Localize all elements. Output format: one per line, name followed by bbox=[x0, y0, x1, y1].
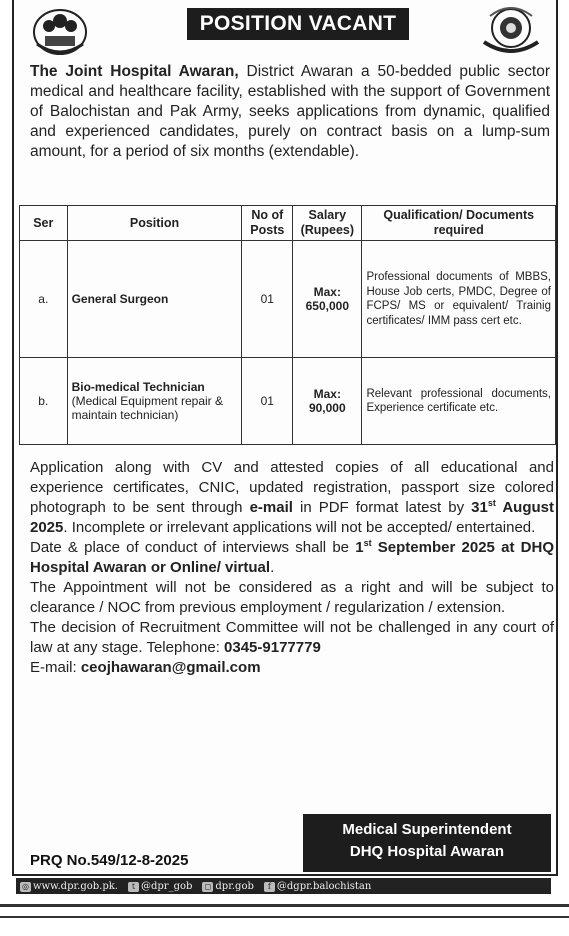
header-position: Position bbox=[67, 206, 242, 241]
text: . bbox=[270, 559, 275, 576]
text: Application along with CV and attested copies of all educational and experience certificates, CNIC, updated registration, passport size colored photograph to be sent through bbox=[30, 459, 554, 516]
table-row bbox=[20, 358, 556, 445]
email-emphasis: e-mail bbox=[249, 499, 293, 516]
position-name: General Surgeon bbox=[71, 292, 169, 306]
row-position bbox=[67, 241, 242, 358]
decision-paragraph bbox=[30, 618, 554, 658]
web-text: www.dpr.gob.pk. bbox=[33, 880, 118, 892]
facebook-text: @dgpr.balochistan bbox=[276, 880, 372, 892]
twitter-text: @dpr_gob bbox=[140, 880, 193, 892]
web-link[interactable] bbox=[20, 881, 118, 892]
signature-org: DHQ Hospital Awaran bbox=[349, 843, 505, 860]
emblem-logo bbox=[480, 4, 542, 56]
text: The decision of Recruitment Committee will not be challenged in any court of law at any stage. Telephone: bbox=[30, 619, 554, 656]
prq-number: PRQ No.549/12-8-2025 bbox=[30, 852, 189, 869]
deadline-rest: August 2025 bbox=[30, 499, 554, 536]
interview-day: 1 bbox=[355, 539, 364, 556]
header-salary: Salary (Rupees) bbox=[293, 206, 362, 241]
table-row bbox=[20, 241, 556, 358]
contact-email[interactable]: ceojhawaran@gmail.com bbox=[80, 659, 261, 676]
intro-text: District Awaran a 50-bedded public sector medical and healthcare facility, established with the support of Government of Balochistan and Pak Army, seeks applications from dynamic, qualified and experienced candidates, purely on contract basis on a lump-sum amount, for a period of six months (extendable). bbox=[30, 63, 550, 160]
row-salary: Max: 90,000 bbox=[293, 358, 362, 445]
divider bbox=[0, 904, 569, 907]
facebook-icon: f bbox=[264, 882, 275, 892]
instagram-link[interactable] bbox=[202, 881, 254, 892]
org-name: The Joint Hospital Awaran, bbox=[30, 63, 239, 80]
interview-paragraph bbox=[30, 538, 554, 578]
instructions bbox=[30, 458, 554, 678]
row-posts: 01 bbox=[242, 241, 293, 358]
interview-rest: September 2025 at DHQ Hospital Awaran or Online/ virtual bbox=[30, 539, 554, 576]
page-title: POSITION VACANT bbox=[187, 8, 409, 40]
phone-number: 0345-9177779 bbox=[224, 639, 321, 656]
interview-suffix: st bbox=[363, 538, 372, 548]
globe-icon: ◎ bbox=[20, 882, 31, 892]
ad-header bbox=[14, 0, 556, 62]
text: . Incomplete or irrelevant applications will not be accepted/ entertained. bbox=[63, 519, 536, 536]
table-header bbox=[20, 206, 556, 241]
row-salary: Max: 650,000 bbox=[293, 241, 362, 358]
email-paragraph bbox=[30, 658, 554, 678]
header-qualification: Qualification/ Documents required bbox=[362, 206, 556, 241]
row-ser: a. bbox=[20, 241, 68, 358]
application-paragraph bbox=[30, 458, 554, 538]
divider bbox=[0, 916, 569, 918]
row-ser: b. bbox=[20, 358, 68, 445]
signature-block bbox=[303, 814, 551, 872]
row-qualification: Professional documents of MBBS, House Job certs, PMDC, Degree of FCPS/ MS or equivalent/ Trainig certificates/ IMM pass cert etc. bbox=[362, 241, 556, 358]
row-qualification: Relevant professional documents, Experience certificate etc. bbox=[362, 358, 556, 445]
text: Date & place of conduct of interviews shall be bbox=[30, 539, 356, 556]
deadline-day: 31 bbox=[471, 499, 488, 516]
instagram-icon: ◻ bbox=[202, 882, 213, 892]
text: E-mail: bbox=[30, 659, 81, 676]
instagram-text: dpr.gob bbox=[215, 880, 254, 892]
text: in PDF format latest by bbox=[292, 499, 472, 516]
row-position bbox=[67, 358, 242, 445]
header-ser: Ser bbox=[20, 206, 68, 241]
twitter-link[interactable] bbox=[128, 881, 192, 892]
header-posts: No of Posts bbox=[242, 206, 293, 241]
deadline-suffix: st bbox=[487, 498, 496, 508]
row-posts: 01 bbox=[242, 358, 293, 445]
government-logo bbox=[31, 4, 89, 56]
signature-title: Medical Superintendent bbox=[342, 821, 512, 838]
position-detail: (Medical Equipment repair & maintain technician) bbox=[71, 394, 223, 422]
facebook-link[interactable] bbox=[264, 881, 371, 892]
twitter-icon: t bbox=[128, 882, 139, 892]
positions-table bbox=[19, 205, 556, 445]
appointment-paragraph: The Appointment will not be considered as a right and will be subject to clearance / NOC from previous employment / regularization / extension. bbox=[30, 579, 554, 616]
intro-paragraph bbox=[30, 62, 550, 162]
position-name: Bio-medical Technician bbox=[71, 380, 205, 394]
social-bar bbox=[16, 878, 551, 894]
advertisement bbox=[12, 0, 558, 876]
